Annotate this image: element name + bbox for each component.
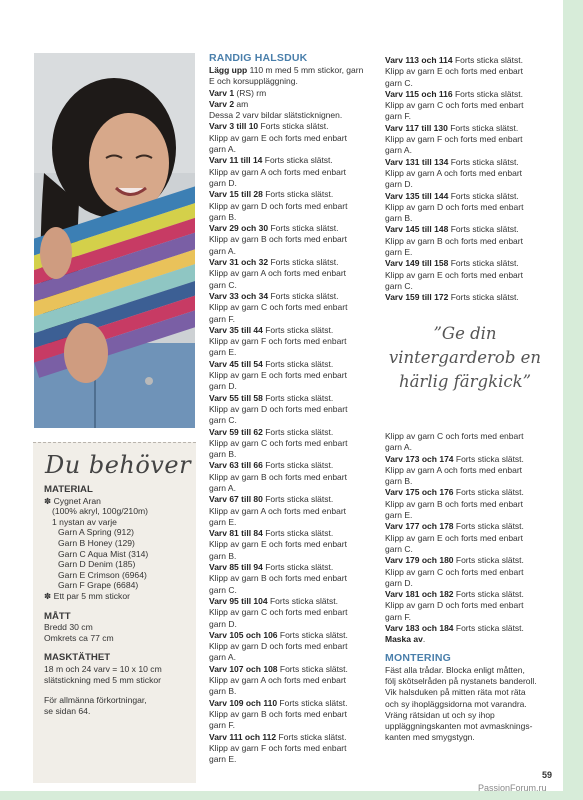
pattern-line: [209, 347, 379, 358]
row-text: Forts sticka slätst.: [452, 55, 523, 65]
row-text: garn C.: [385, 543, 413, 554]
scarf-photo-illustration: [34, 53, 195, 428]
row-text: Forts sticka slätst.: [453, 521, 524, 532]
row-text: garn C.: [209, 279, 237, 290]
row-text: Klipp av garn A och forts med enbart: [209, 268, 347, 279]
material-line: Garn A Spring (912): [58, 527, 134, 538]
row-label: Varv 11 till 14: [209, 155, 263, 166]
row-label: Varv 181 och 182: [385, 589, 454, 600]
pattern-heading: RANDIG HALSDUK: [209, 52, 308, 64]
row-text: Forts sticka slätst.: [268, 223, 339, 234]
row-label: Varv 175 och 176: [385, 487, 454, 498]
row-text: Klipp av garn A och forts med enbart: [209, 505, 347, 516]
material-heading: MATERIAL: [44, 484, 93, 495]
pattern-line: [209, 110, 379, 121]
row-label: Varv 173 och 174: [385, 453, 454, 464]
row-text: Forts sticka slätst.: [262, 562, 334, 573]
box-title: Du behöver: [45, 451, 192, 479]
row-text: garn C.: [385, 77, 413, 88]
row-label: Varv 109 och 110: [209, 697, 278, 708]
row-label: Varv 1: [209, 87, 235, 98]
pattern-line: [385, 578, 555, 589]
pattern-line: [209, 404, 379, 415]
row-text: garn C.: [209, 415, 237, 426]
material-line: Garn F Grape (6684): [58, 580, 139, 591]
row-text: 110 m med 5 mm stickor, garn: [247, 65, 364, 75]
row-text: Forts sticka slätst.: [262, 155, 333, 166]
row-text: E och korsuppläggning.: [209, 76, 298, 87]
montering-line: Vik halsduken på mitten räta mot räta: [385, 687, 526, 698]
material-line: ✽ Ett par 5 mm stickor: [44, 590, 130, 601]
pattern-line: [385, 78, 555, 89]
pattern-line: [209, 506, 379, 517]
row-label: Varv 95 till 104: [209, 595, 268, 606]
pattern-line: [209, 246, 379, 257]
row-text: Forts sticka slätst.: [448, 190, 519, 201]
row-text: Klipp av garn B och forts med enbart: [385, 235, 523, 246]
row-text: garn B.: [209, 211, 237, 222]
material-line: Garn D Denim (185): [58, 559, 136, 570]
pattern-line: [209, 268, 379, 279]
row-label: Varv 59 till 62: [209, 426, 263, 437]
row-label: Varv 135 till 144: [385, 190, 449, 201]
page-number: 59: [542, 770, 553, 780]
pattern-line: [209, 88, 379, 99]
row-label: Varv 107 och 108: [209, 663, 278, 674]
row-text: Forts sticka slätst.: [453, 453, 524, 464]
pattern-line: [385, 567, 555, 578]
row-label: Lägg upp: [209, 65, 248, 75]
row-text: Klipp av garn B och forts med enbart: [209, 234, 347, 245]
row-text: Klipp av garn A och forts med enbart: [209, 675, 347, 686]
pattern-line: [209, 155, 379, 166]
pattern-line: [385, 89, 555, 100]
pattern-line: [209, 291, 379, 302]
pattern-line: [209, 539, 379, 550]
row-text: Klipp av garn D och forts med enbart: [385, 600, 524, 611]
row-label: Varv 183 och 184: [385, 623, 454, 634]
row-text: garn D.: [209, 177, 237, 188]
pattern-line: [209, 686, 379, 697]
pattern-line: [209, 551, 379, 562]
pattern-line: [209, 212, 379, 223]
pattern-line: [209, 460, 379, 471]
pattern-line: [209, 76, 379, 87]
pattern-line: [209, 732, 379, 743]
note-line: För allmänna förkortningar,: [44, 695, 147, 706]
row-text: garn B.: [385, 213, 413, 224]
pattern-line: [209, 449, 379, 460]
row-text: Klipp av garn D och forts med enbart: [209, 403, 348, 414]
row-text: garn A.: [209, 482, 236, 493]
pattern-line: [209, 201, 379, 212]
row-label: Varv 31 och 32: [209, 257, 269, 268]
row-label: Varv 29 och 30: [209, 223, 269, 234]
masktathet-line: slätstickning med 5 mm stickor: [44, 674, 162, 685]
row-text: garn A.: [209, 245, 236, 256]
row-text: garn B.: [209, 449, 237, 460]
row-label: Varv 145 till 148: [385, 224, 449, 235]
row-text: Klipp av garn A och forts med enbart: [209, 166, 347, 177]
pattern-line: [385, 442, 555, 453]
pull-quote: ”Ge din vintergarderob en härlig färgkick”: [388, 324, 542, 391]
row-label: Varv 131 till 134: [385, 156, 449, 167]
row-text: Forts sticka slätst.: [262, 392, 334, 403]
pattern-line: [385, 202, 555, 213]
row-text: Klipp av garn C och forts med enbart: [209, 437, 348, 448]
pattern-line: [385, 487, 555, 498]
row-text: Forts sticka slätst.: [258, 121, 329, 132]
pattern-line: [385, 292, 555, 303]
pattern-line: [385, 521, 555, 532]
pattern-line: [385, 168, 555, 179]
pattern-line: [209, 641, 379, 652]
row-text: garn A.: [385, 442, 412, 453]
row-text: Forts sticka slätst.: [262, 528, 334, 539]
row-label: Varv 111 och 112: [209, 731, 277, 742]
note-line: se sidan 64.: [44, 705, 91, 716]
pattern-line: [385, 600, 555, 611]
row-text: Klipp av garn C och forts med enbart: [385, 566, 524, 577]
row-text: Klipp av garn B och forts med enbart: [209, 708, 347, 719]
pattern-line: [209, 314, 379, 325]
row-text: Forts sticka slätst.: [277, 629, 348, 640]
materials-text: [44, 485, 192, 716]
row-text: Forts sticka slätst.: [448, 292, 519, 303]
row-text: garn E.: [385, 510, 413, 521]
pattern-line: [209, 483, 379, 494]
row-text: Forts sticka slätst.: [453, 555, 524, 566]
row-text: Klipp av garn E och forts med enbart: [385, 532, 523, 543]
material-line: Garn E Crimson (6964): [58, 569, 147, 580]
row-text: garn A.: [385, 145, 412, 156]
montering-line: Vräng rätsidan ut och sy ihop: [385, 709, 495, 720]
row-text: Forts sticka slätst.: [262, 494, 334, 505]
pattern-line: [385, 111, 555, 122]
pattern-line: [385, 247, 555, 258]
pattern-line: [385, 213, 555, 224]
row-text: Forts sticka slätst.: [453, 487, 524, 498]
watermark: PassionForum.ru: [478, 783, 547, 793]
pattern-column-1: [209, 52, 379, 765]
pattern-line: [385, 236, 555, 247]
row-text: garn E.: [209, 516, 237, 527]
pattern-line: [385, 510, 555, 521]
pattern-column-2-top: [385, 55, 555, 304]
row-text: garn F.: [209, 313, 235, 324]
pattern-line: [385, 145, 555, 156]
pattern-line: [385, 179, 555, 190]
row-text: Forts sticka slätst.: [277, 697, 348, 708]
pattern-line: [385, 66, 555, 77]
row-label: Varv 2: [209, 98, 235, 109]
row-text: am: [234, 98, 249, 109]
row-label: Varv 81 till 84: [209, 528, 263, 539]
pattern-line: [385, 55, 555, 66]
row-text: Klipp av garn D och forts med enbart: [209, 641, 348, 652]
pattern-line: [209, 528, 379, 539]
row-text: Forts sticka slätst.: [447, 122, 519, 133]
row-label: Varv 55 till 58: [209, 392, 263, 403]
pattern-line: [385, 224, 555, 235]
pattern-line: [209, 178, 379, 189]
row-text: Forts sticka slätst.: [267, 595, 338, 606]
row-label: Varv 63 till 66: [209, 460, 263, 471]
pattern-line: [385, 544, 555, 555]
row-label: Varv 33 och 34: [209, 290, 269, 301]
pattern-line: [209, 359, 379, 370]
row-label: Varv 113 och 114: [385, 55, 453, 65]
row-text: Klipp av garn D och forts med enbart: [209, 200, 348, 211]
matt-heading: MÅTT: [44, 610, 71, 622]
row-text: Forts sticka slätst.: [262, 324, 334, 335]
pattern-line: [209, 573, 379, 584]
row-text: garn B.: [385, 476, 413, 487]
row-text: garn E.: [209, 347, 237, 358]
matt-line: Omkrets ca 77 cm: [44, 632, 114, 643]
pattern-line: [209, 257, 379, 268]
pattern-line: [209, 472, 379, 483]
material-line: Garn B Honey (129): [58, 537, 135, 548]
row-text: Klipp av garn B och forts med enbart: [209, 573, 347, 584]
row-label: Varv 105 och 106: [209, 629, 278, 640]
pattern-line: [209, 652, 379, 663]
pattern-line: [209, 585, 379, 596]
masktathet-line: 18 m och 24 varv = 10 x 10 cm: [44, 663, 162, 674]
row-text: garn E.: [209, 754, 237, 765]
row-text: Forts sticka slätst.: [448, 156, 519, 167]
row-text: Forts sticka slätst.: [448, 258, 519, 269]
row-text: garn D.: [209, 618, 237, 629]
pattern-line: [209, 438, 379, 449]
row-text: Forts sticka slätst.: [262, 189, 334, 200]
row-text: garn F.: [385, 111, 411, 122]
row-label: Varv 35 till 44: [209, 324, 263, 335]
row-text: Klipp av garn C och forts med enbart: [385, 431, 524, 441]
row-text: Klipp av garn F och forts med enbart: [209, 742, 347, 753]
row-text: Klipp av garn C och forts med enbart: [209, 302, 348, 313]
pattern-line: [209, 709, 379, 720]
pattern-line: [209, 189, 379, 200]
pattern-line: [209, 664, 379, 675]
pattern-line: [385, 157, 555, 168]
pattern-line: [209, 754, 379, 765]
row-text: Klipp av garn E och forts med enbart: [385, 269, 523, 280]
row-text: Forts sticka slätst.: [268, 257, 339, 268]
pattern-line: [385, 476, 555, 487]
row-text: Klipp av garn A och forts med enbart: [385, 464, 523, 475]
row-label: Varv 115 och 116: [385, 88, 453, 99]
pattern-line: [209, 370, 379, 381]
pattern-line: [209, 494, 379, 505]
pattern-line: [385, 258, 555, 269]
pattern-line: [385, 465, 555, 476]
row-text: garn A.: [209, 652, 236, 663]
row-label: Varv 15 till 28: [209, 189, 263, 200]
row-label: Varv 67 till 80: [209, 494, 263, 505]
row-text: Forts sticka slätst.: [268, 290, 339, 301]
row-label: Varv 159 till 172: [385, 292, 449, 303]
material-line: Garn C Aqua Mist (314): [58, 548, 149, 559]
row-text: garn F.: [209, 720, 235, 731]
montering-line: kanten med smygstygn.: [385, 732, 475, 743]
row-text: Klipp av garn C och forts med enbart: [209, 607, 348, 618]
montering-heading: MONTERING: [385, 651, 451, 664]
pattern-line: [209, 121, 379, 132]
materials-box: [33, 442, 196, 783]
pattern-line: [209, 698, 379, 709]
pattern-line: [209, 596, 379, 607]
row-text: garn C.: [209, 584, 237, 595]
pattern-line: [209, 619, 379, 630]
row-text: Klipp av garn B och forts med enbart: [385, 498, 523, 509]
pattern-line: [209, 630, 379, 641]
row-text: Klipp av garn B och forts med enbart: [209, 471, 347, 482]
row-text: Klipp av garn F och forts med enbart: [209, 336, 347, 347]
row-text: .: [422, 634, 426, 645]
row-text: Forts sticka slätst.: [276, 731, 347, 742]
material-line: (100% akryl, 100g/210m): [52, 506, 149, 517]
pattern-line: [385, 555, 555, 566]
pattern-line: [209, 167, 379, 178]
pattern-line: [209, 427, 379, 438]
row-text: garn D.: [385, 577, 413, 588]
row-text: Forts sticka slätst.: [452, 88, 523, 99]
pattern-line: [209, 720, 379, 731]
row-text: Forts sticka slätst.: [277, 663, 348, 674]
pattern-line: [385, 281, 555, 292]
pattern-line: [385, 612, 555, 623]
row-text: garn D.: [385, 179, 413, 190]
montering-line: följ skötselråden på nystanets banderoll.: [385, 675, 537, 686]
model-photo: [34, 53, 195, 428]
row-text: garn C.: [385, 280, 413, 291]
row-label: Maska av: [385, 634, 423, 645]
pattern-line: [385, 431, 555, 442]
row-text: garn A.: [209, 144, 236, 155]
row-text: Forts sticka slätst.: [262, 358, 334, 369]
row-text: Forts sticka slätst.: [453, 589, 524, 600]
pattern-line: [209, 65, 379, 76]
pattern-line: [209, 280, 379, 291]
pattern-line: [385, 123, 555, 134]
row-text: garn B.: [209, 550, 237, 561]
pattern-line: [385, 634, 555, 645]
pattern-line: [385, 623, 555, 634]
row-text: Forts sticka slätst.: [453, 623, 524, 634]
pattern-line: [209, 325, 379, 336]
row-text: garn E.: [385, 247, 413, 258]
row-label: Varv 179 och 180: [385, 555, 454, 566]
row-label: Varv 149 till 158: [385, 258, 449, 269]
pattern-line: [209, 133, 379, 144]
pattern-line: [385, 589, 555, 600]
masktathet-heading: MASKTÄTHET: [44, 652, 111, 664]
pattern-line: [385, 191, 555, 202]
row-text: garn B.: [209, 686, 237, 697]
pattern-line: [209, 99, 379, 110]
pattern-line: [385, 499, 555, 510]
pattern-line: [385, 100, 555, 111]
matt-line: Bredd 30 cm: [44, 622, 93, 633]
pattern-line: [209, 393, 379, 404]
row-label: Varv 45 till 54: [209, 358, 263, 369]
row-text: Dessa 2 varv bildar slätsticknignen.: [209, 110, 343, 121]
row-label: Varv 177 och 178: [385, 521, 454, 532]
row-text: garn D.: [209, 381, 237, 392]
montering-line: uppläggningskanten mot avmasknings-: [385, 721, 533, 732]
material-line: 1 nystan av varje: [52, 516, 117, 527]
row-text: Klipp av garn E och forts med enbart: [209, 132, 347, 143]
row-label: Varv 3 till 10: [209, 121, 259, 132]
row-text: Klipp av garn E och forts med enbart: [209, 370, 347, 381]
pattern-line: [209, 517, 379, 528]
pattern-line: [385, 454, 555, 465]
row-text: garn F.: [385, 611, 411, 622]
row-text: (RS) rm: [234, 87, 267, 98]
pattern-column-2-bottom: [385, 431, 555, 744]
pattern-line: [209, 415, 379, 426]
pattern-line: [209, 562, 379, 573]
pattern-line: [209, 675, 379, 686]
montering-line: Fäst alla trådar. Blocka enligt måtten,: [385, 664, 525, 675]
row-text: Klipp av garn E och forts med enbart: [385, 66, 523, 77]
pattern-line: [209, 223, 379, 234]
row-text: Forts sticka slätst.: [262, 460, 334, 471]
row-label: Varv 85 till 94: [209, 562, 263, 573]
pattern-line: [385, 270, 555, 281]
row-text: Klipp av garn F och forts med enbart: [385, 134, 523, 145]
pattern-line: [209, 381, 379, 392]
row-text: Forts sticka slätst.: [448, 224, 519, 235]
pattern-line: [209, 743, 379, 754]
pattern-line: [209, 607, 379, 618]
row-text: Klipp av garn D och forts med enbart: [385, 201, 524, 212]
pattern-line: [209, 144, 379, 155]
material-line: ✽ Cygnet Aran: [44, 495, 101, 506]
pattern-line: [385, 533, 555, 544]
row-text: Klipp av garn C och forts med enbart: [385, 100, 524, 111]
pattern-line: [385, 134, 555, 145]
row-text: Klipp av garn A och forts med enbart: [385, 167, 523, 178]
row-text: Klipp av garn E och forts med enbart: [209, 539, 347, 550]
row-label: Varv 117 till 130: [385, 122, 448, 133]
pattern-line: [209, 302, 379, 313]
montering-line: och sy ihopläggsidorna mot varandra.: [385, 698, 527, 709]
pattern-line: [209, 234, 379, 245]
pattern-line: [209, 336, 379, 347]
row-text: Forts sticka slätst.: [262, 426, 334, 437]
